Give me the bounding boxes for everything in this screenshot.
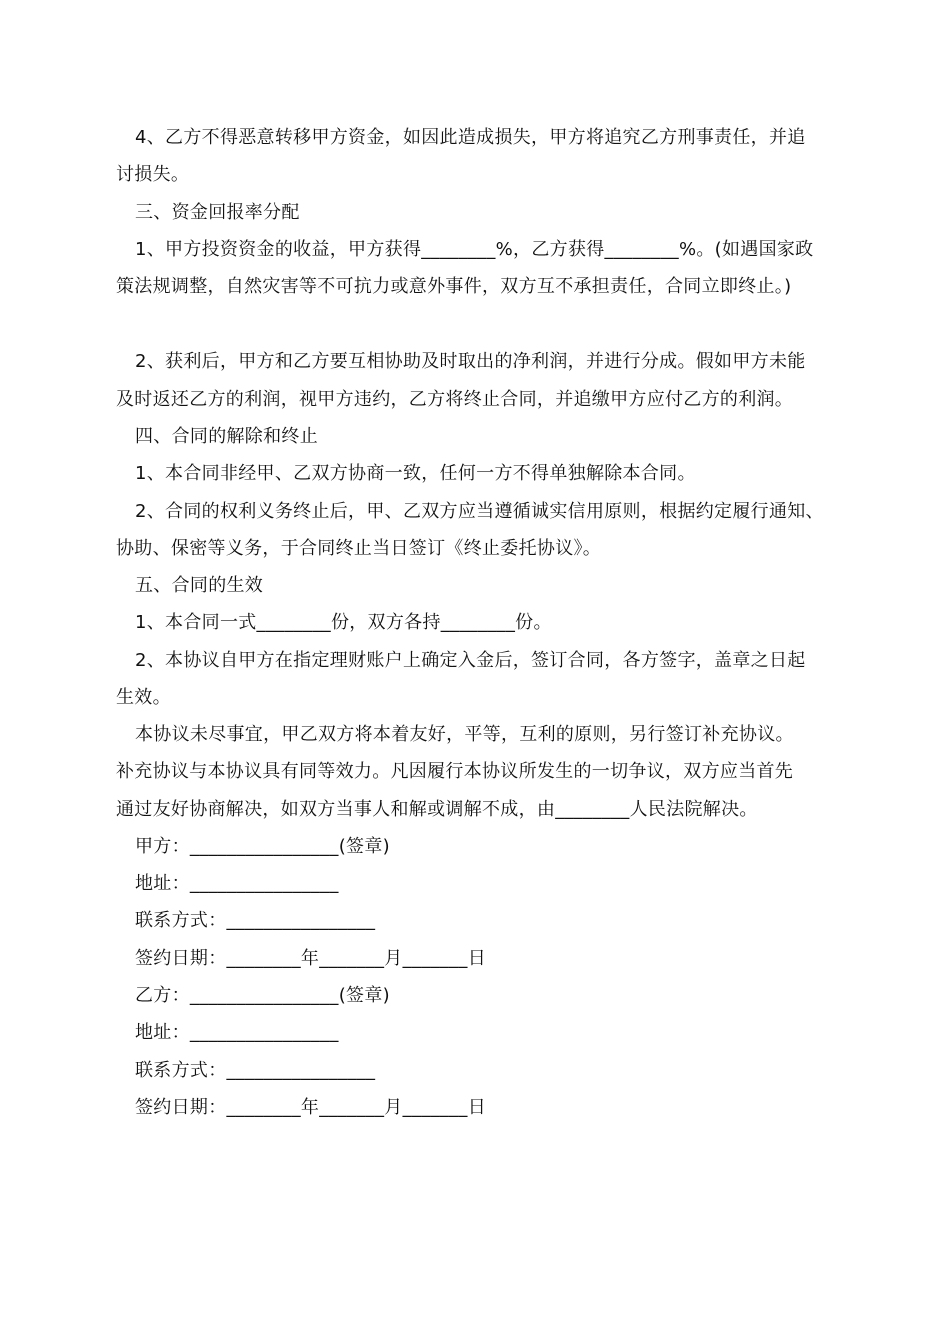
party-a-contact: 联系方式：________________ [135,910,376,931]
party-a-line: 甲方：________________(签章) [135,836,390,857]
paragraph-line: 4、乙方不得恶意转移甲方资金，如因此造成损失，甲方将追究乙方刑事责任，并追 [135,127,806,148]
paragraph-line: 讨损失。 [116,164,190,185]
paragraph-line: 2、获利后，甲方和乙方要互相协助及时取出的净利润，并进行分成。假如甲方未能 [135,351,806,372]
party-b-sign-date: 签约日期：________年_______月_______日 [135,1097,486,1118]
paragraph-line: 及时返还乙方的利润，视甲方违约，乙方将终止合同，并追缴甲方应付乙方的利润。 [116,389,794,410]
section-heading: 三、资金回报率分配 [135,202,300,223]
party-a-address: 地址：________________ [135,873,339,894]
party-b-contact: 联系方式：________________ [135,1060,376,1081]
paragraph-line: 协助、保密等义务，于合同终止当日签订《终止委托协议》。 [116,538,602,559]
section-heading: 四、合同的解除和终止 [135,426,318,447]
paragraph-line: 补充协议与本协议具有同等效力。凡因履行本协议所发生的一切争议，双方应当首先 [116,761,794,782]
party-a-sign-date: 签约日期：________年_______月_______日 [135,948,486,969]
party-b-line: 乙方：________________(签章) [135,985,390,1006]
paragraph-line: 1、本合同一式________份，双方各持________份。 [135,612,552,633]
paragraph-line: 通过友好协商解决，如双方当事人和解或调解不成，由________人民法院解决。 [116,799,758,820]
paragraph-line: 1、本合同非经甲、乙双方协商一致，任何一方不得单独解除本合同。 [135,463,696,484]
paragraph-line: 生效。 [116,687,171,708]
party-b-address: 地址：________________ [135,1022,339,1043]
paragraph-line: 1、甲方投资资金的收益，甲方获得________%，乙方获得________%。(如遇国家政 [135,239,814,260]
section-heading: 五、合同的生效 [135,575,264,596]
paragraph-line: 2、合同的权利义务终止后，甲、乙双方应当遵循诚实信用原则，根据约定履行通知、 [135,501,824,522]
paragraph-line: 2、本协议自甲方在指定理财账户上确定入金后，签订合同，各方签字，盖章之日起 [135,650,806,671]
paragraph-line: 本协议未尽事宜，甲乙双方将本着友好，平等，互利的原则，另行签订补充协议。 [135,724,794,745]
paragraph-line: 策法规调整，自然灾害等不可抗力或意外事件，双方互不承担责任，合同立即终止。) [116,276,792,297]
